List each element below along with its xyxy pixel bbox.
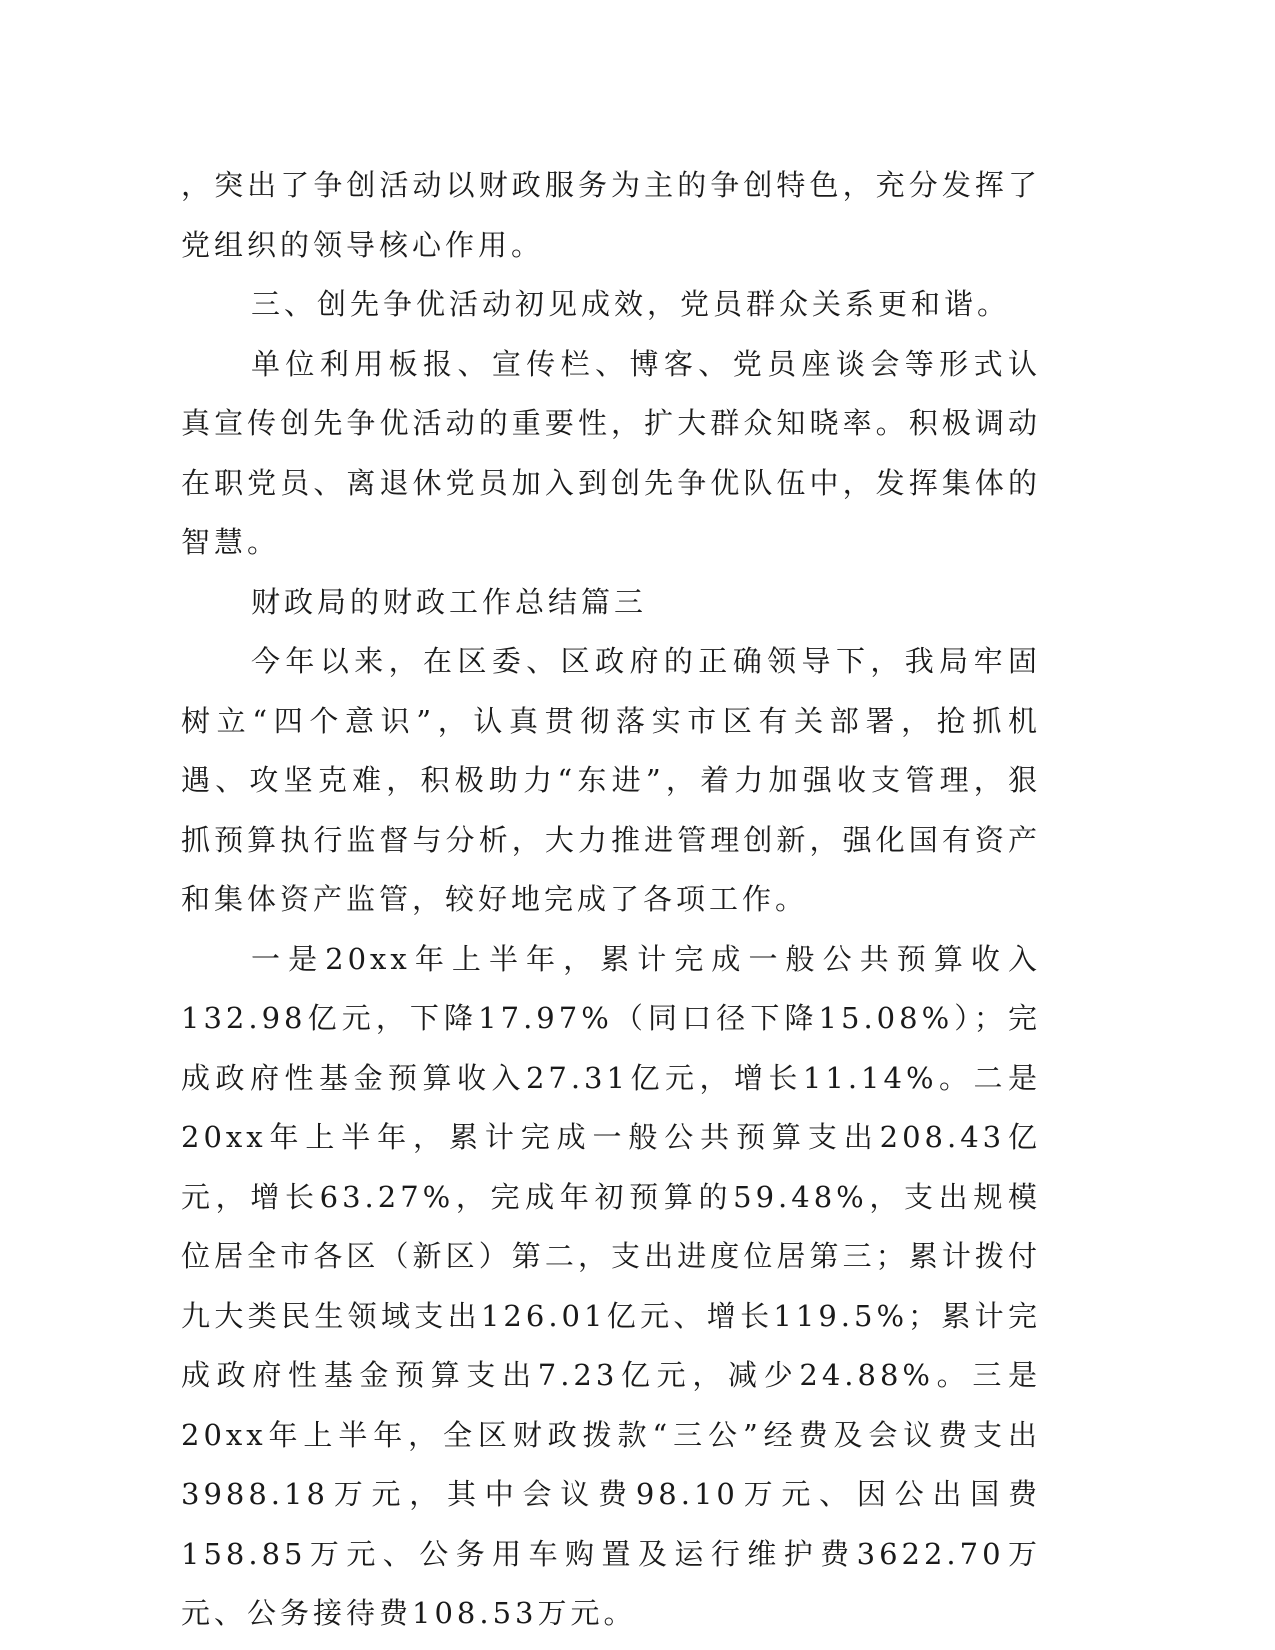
section-heading-three: 三、创先争优活动初见成效，党员群众关系更和谐。 [251, 287, 1011, 321]
paragraph-overview: 今年以来，在区委、区政府的正确领导下，我局牢固树立“四个意识”，认真贯彻落实市区有关部署，抢抓机遇、攻坚克难，积极助力“东进”，着力加强收支管理，狠抓预算执行监督与分析，大力推进管理创新，强化国有资产和集体资产监管，较好地完成了各项工作。 [181, 644, 1041, 916]
document-body [181, 156, 1041, 1644]
paragraph-budget-figures: 一是20xx年上半年，累计完成一般公共预算收入132.98亿元，下降17.97%（同口径下降15.08%）；完成政府性基金预算收入27.31亿元，增长11.14%。二是20xx年上半年，累计完成一般公共预算支出208.43亿元，增长63.27%，完成年初预算的59.48%，支出规模位居全市各区（新区）第二，支出进度位居第三；累计拨付九大类民生领域支出126.01亿元、增长119.5%；累计完成政府性基金预算支出7.23亿元，减少24.88%。三是20xx年上半年，全区财政拨款“三公”经费及会议费支出3988.18万元，其中会议费98.10万元、因公出国费158.85万元、公务用车购置及运行维护费3622.70万元、公务接待费108.53万元。 [181, 941, 1041, 1630]
paragraph-publicity: 单位利用板报、宣传栏、博客、党员座谈会等形式认真宣传创先争优活动的重要性，扩大群众知晓率。积极调动在职党员、离退休党员加入到创先争优队伍中，发挥集体的智慧。 [181, 346, 1041, 559]
paragraph-continuation: ，突出了争创活动以财政服务为主的争创特色，充分发挥了党组织的领导核心作用。 [181, 168, 1041, 262]
article-title-part-three: 财政局的财政工作总结篇三 [251, 584, 648, 619]
